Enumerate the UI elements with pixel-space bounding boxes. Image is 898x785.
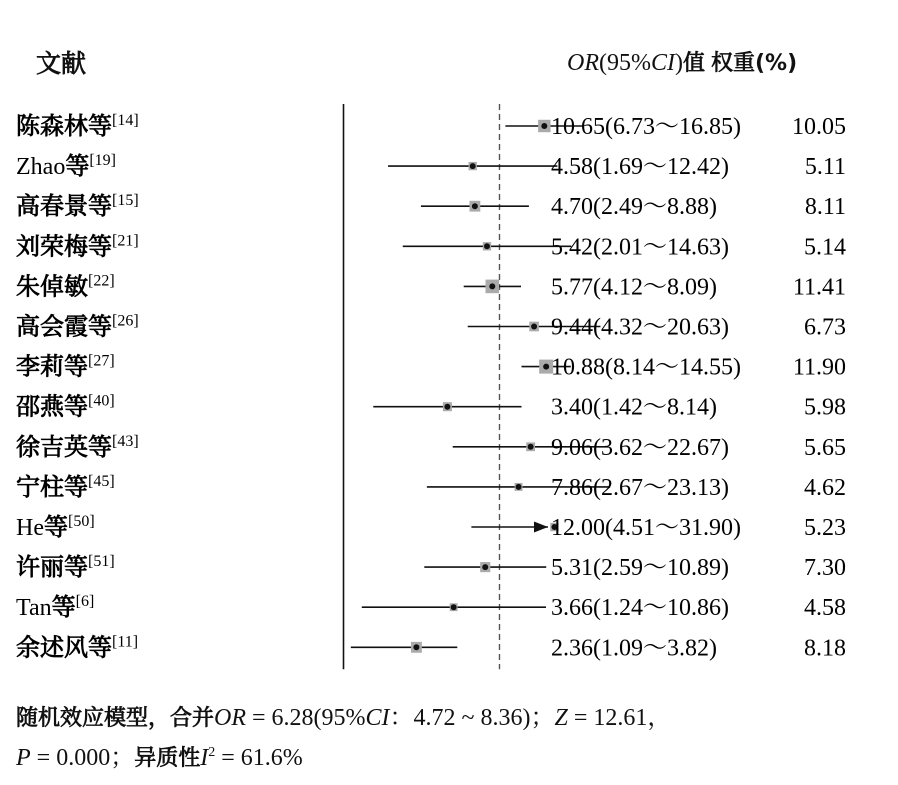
footer-i2-value: = 61.6% (215, 745, 303, 771)
footer-i2-symbol: I (200, 745, 209, 771)
point-estimate (482, 564, 488, 570)
point-estimate (531, 324, 537, 330)
or-header-open: (95% (599, 50, 651, 76)
study-label: 陈森林等[14] (16, 112, 139, 140)
footer-ci-value: ：4.72 ~ 8.36)； (389, 705, 555, 731)
study-label: 余述风等[11] (16, 633, 139, 662)
or-header-value: 值 (682, 51, 705, 76)
weight-value: 5.65 (804, 434, 846, 461)
weight-value: 5.23 (804, 515, 846, 541)
or-ci-value: 5.42(2.01～14.63) (551, 234, 729, 261)
or-ci-value: 4.58(1.69～12.42) (551, 154, 729, 181)
weight-value: 5.14 (804, 234, 846, 261)
footer-or-value: = 6.28(95% (246, 705, 366, 731)
study-column-header: 文献 (36, 49, 87, 78)
footer-heterogeneity-label: 异质性 (134, 746, 201, 771)
weight-value: 11.90 (792, 354, 846, 381)
or-ci-value: 2.36(1.09～3.82) (551, 635, 717, 662)
or-ci-value: 3.66(1.24～10.86) (551, 595, 729, 622)
footer-summary-line2 (16, 737, 303, 772)
point-estimate (444, 404, 450, 410)
weight-value: 6.73 (804, 314, 846, 341)
weight-value: 8.11 (804, 194, 846, 221)
footer-p-value: = 0.000； (30, 745, 135, 771)
footer-or-symbol: OR (214, 705, 247, 731)
study-label: Tan等[6] (16, 593, 95, 622)
or-header-ci: CI (650, 50, 675, 76)
point-estimate (451, 604, 457, 610)
point-estimate (528, 444, 534, 450)
weight-value: 11.41 (792, 274, 846, 301)
or-ci-value: 5.31(2.59～10.89) (551, 555, 729, 582)
point-estimate (472, 203, 478, 209)
or-ci-value: 5.77(4.12～8.09) (551, 274, 717, 301)
or-ci-value: 10.88(8.14～14.55) (551, 354, 741, 381)
point-estimate (543, 364, 549, 370)
or-ci-value: 7.86(2.67～23.13) (551, 474, 729, 501)
footer-summary-line1 (16, 697, 671, 732)
footer-z-symbol: Z (554, 705, 568, 731)
weight-value: 8.18 (804, 635, 846, 662)
point-estimate (470, 163, 476, 169)
study-label: Zhao等[19] (16, 152, 116, 181)
ci-arrow-icon (534, 522, 548, 533)
study-label: 徐吉英等[43] (16, 432, 139, 461)
weight-value: 7.30 (804, 555, 846, 582)
footer-ci-symbol: CI (365, 705, 390, 731)
footer-p-symbol: P (16, 745, 31, 771)
study-label: 宁柱等[45] (16, 472, 115, 501)
study-label: He等[50] (16, 513, 95, 541)
weight-value: 10.05 (792, 114, 846, 140)
point-estimate (413, 644, 419, 650)
or-ci-value: 9.44(4.32～20.63) (551, 314, 729, 341)
study-label: 高春景等[15] (16, 192, 139, 221)
point-estimate (489, 283, 495, 289)
weight-header: 权重(%) (711, 51, 798, 76)
footer-z-value: = 12.61， (567, 705, 672, 731)
or-ci-value: 4.70(2.49～8.88) (551, 194, 717, 221)
study-label: 许丽等[51] (16, 553, 115, 582)
point-estimate (516, 484, 522, 490)
point-estimate (541, 123, 547, 129)
weight-value: 4.58 (804, 595, 846, 622)
weight-value: 5.11 (804, 154, 846, 181)
point-estimate (484, 243, 490, 249)
or-ci-value: 9.06(3.62～22.67) (551, 434, 729, 461)
study-label: 刘荣梅等[21] (16, 232, 139, 261)
footer-model-label: 随机效应模型，合并 (16, 706, 215, 731)
footer-i2-superscript: 2 (208, 745, 216, 760)
or-ci-value: 12.00(4.51～31.90) (551, 515, 741, 541)
or-ci-value: 3.40(1.42～8.14) (551, 394, 717, 421)
or-header-or: OR (567, 50, 599, 76)
or-ci-value: 10.65(6.73～16.85) (551, 114, 741, 140)
study-label: 邵燕等[40] (16, 392, 115, 421)
study-label: 李莉等[27] (16, 352, 115, 381)
study-label: 朱倬敏[22] (16, 272, 115, 301)
study-label: 高会霞等[26] (16, 312, 139, 341)
weight-value: 5.98 (804, 394, 846, 421)
weight-value: 4.62 (804, 474, 846, 501)
or-header-close: ) (674, 50, 683, 76)
